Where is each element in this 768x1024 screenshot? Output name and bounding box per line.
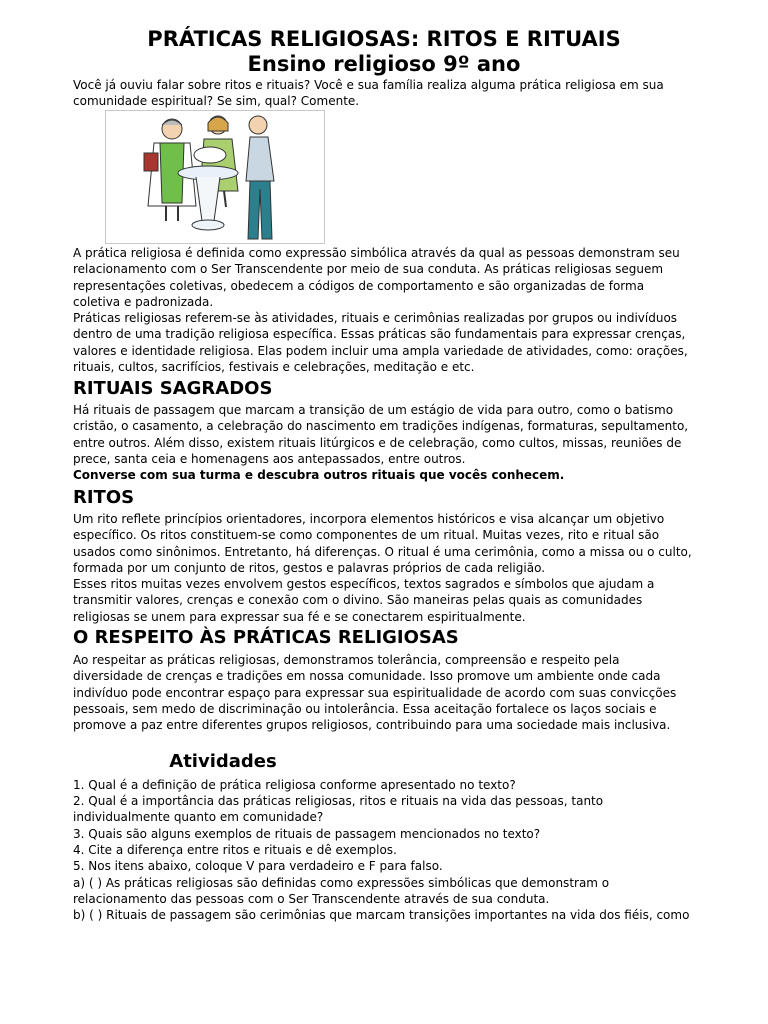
document-title: PRÁTICAS RELIGIOSAS: RITOS E RITUAIS — [147, 27, 621, 51]
respeito-paragraph: Ao respeitar as práticas religiosas, demonstramos tolerância, compreensão e respeito pela diversidade de crenças e tradições em nossa comunidade. Isso promove um ambiente onde cada indivíduo pode encontrar espaço para expressar sua espiritualidade de acordo com suas convicções pessoais, sem medo de discriminação ou intolerância. Essa aceitação fortalece os laços sociais e promove a paz entre diferentes grupos religiosos, contribuindo para uma sociedade mais inclusiva. — [73, 653, 677, 733]
definition-paragraph: A prática religiosa é definida como expressão simbólica através da qual as pessoas demonstram seu relacionamento com o Ser Transcendente por meio de sua conduta. As práticas religiosas seguem representações coletivas, obedecem a códigos de comportamento e são organizadas de forma coletiva e padronizada. — [73, 246, 680, 309]
document-subtitle: Ensino religioso 9º ano — [247, 52, 521, 76]
intro-paragraph: Você já ouviu falar sobre ritos e rituais? Você e sua família realiza alguma prática religiosa em sua comunidade espiritual? Se sim, qual? Comente. — [73, 78, 664, 109]
practices-paragraph: Práticas religiosas referem-se às atividades, rituais e cerimônias realizadas por grupos ou indivíduos dentro de uma tradição religiosa específica. Essas práticas são fundamentais para expressar crenças, valores e identidade religiosa. Elas podem incluir uma ampla variedade de atividades, como: orações, rituais, cultos, sacrifícios, festivais e celebrações, meditação e etc. — [73, 311, 688, 374]
section-heading-respeito: O RESPEITO ÀS PRÁTICAS RELIGIOSAS — [73, 627, 459, 648]
section-heading-ritos: RITOS — [73, 487, 135, 508]
rituais-paragraph: Há rituais de passagem que marcam a transição de um estágio de vida para outro, como o batismo cristão, o casamento, a celebração do nascimento em tradições indígenas, formaturas, sepultamento, entre outros. Além disso, existem rituais litúrgicos e de celebração, como cultos, missas, reuniões de prece, santa ceia e homenagens aos antepassados, entre outros. — [73, 403, 689, 466]
activities-heading: Atividades — [169, 751, 277, 772]
ritos-paragraph-1: Um rito reflete princípios orientadores, incorpora elementos históricos e visa alcançar um objetivo específico. Os ritos constituem-se como componentes de um ritual. Muitas vezes, rito e ritual são usados como sinônimos. Entretanto, há diferenças. O ritual é uma cerimônia, como a missa ou o culto, formada por um conjunto de ritos, gestos e palavras próprios de cada religião. — [73, 512, 692, 575]
activity-question-4: 4. Cite a diferença entre ritos e rituais e dê exemplos. — [73, 843, 397, 857]
rituais-bold-note: Converse com sua turma e descubra outros rituais que vocês conhecem. — [73, 468, 565, 482]
section-heading-rituais: RITUAIS SAGRADOS — [73, 378, 273, 399]
baptism-illustration-icon — [105, 110, 325, 244]
activity-question-3: 3. Quais são alguns exemplos de rituais de passagem mencionados no texto? — [73, 827, 541, 841]
activity-question-2: 2. Qual é a importância das práticas religiosas, ritos e rituais na vida das pessoas, tanto individualmente quanto em comunidade? — [73, 794, 604, 825]
activity-question-5: 5. Nos itens abaixo, coloque V para verdadeiro e F para falso. — [73, 859, 443, 873]
ritos-paragraph-2: Esses ritos muitas vezes envolvem gestos específicos, textos sagrados e símbolos que ajudam a transmitir valores, crenças e conexão com o divino. São maneiras pelas quais as comunidades religiosas se unem para expressar sua fé e se conectarem espiritualmente. — [73, 577, 655, 624]
activity-item-b: b) ( ) Rituais de passagem são cerimônias que marcam transições importantes na vida dos fiéis, como — [73, 908, 690, 922]
activity-item-a: a) ( ) As práticas religiosas são definidas como expressões simbólicas que demonstram o relacionamento das pessoas com o Ser Transcendente através de sua conduta. — [73, 876, 610, 907]
activity-question-1: 1. Qual é a definição de prática religiosa conforme apresentado no texto? — [73, 778, 516, 792]
